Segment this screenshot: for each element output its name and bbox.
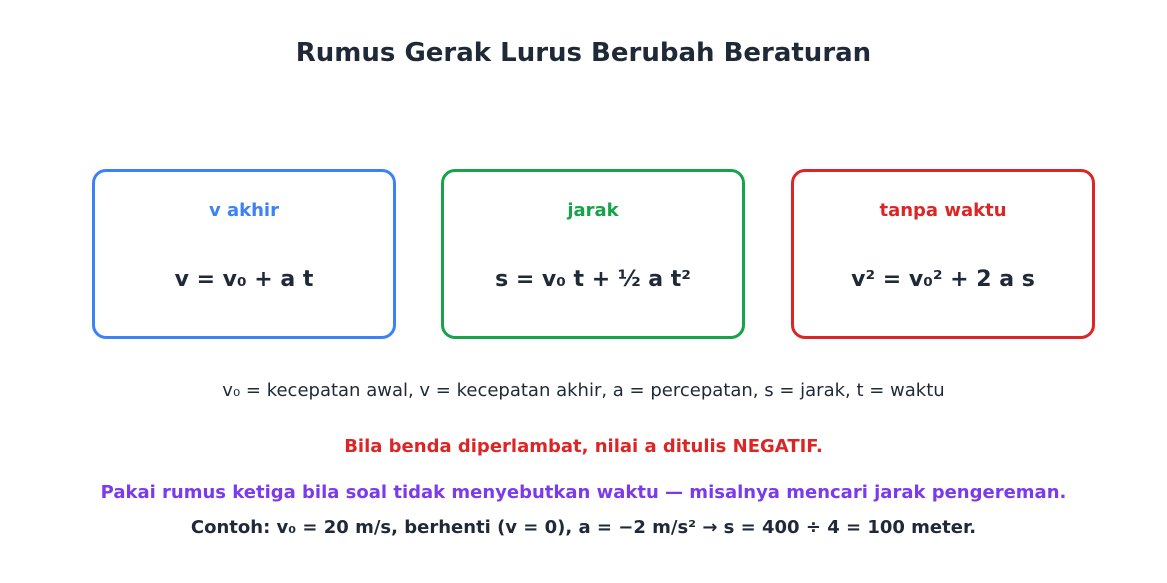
page-title: Rumus Gerak Lurus Berubah Beraturan (295, 38, 872, 68)
warning-note: Bila benda diperlambat, nilai a ditulis NEGATIF. (344, 436, 823, 457)
card-formula: s = v₀ t + ½ a t² (495, 267, 691, 292)
card-label: v akhir (209, 200, 279, 221)
card-formula: v² = v₀² + 2 a s (851, 267, 1035, 292)
formula-card-timeless (791, 169, 1095, 339)
card-label: tanpa waktu (879, 200, 1007, 221)
card-label: jarak (567, 200, 619, 221)
example-note: Contoh: v₀ = 20 m/s, berhenti (v = 0), a = −2 m/s² → s = 400 ÷ 4 = 100 meter. (190, 517, 977, 538)
formula-card-distance (441, 169, 745, 339)
formula-card-final-velocity (92, 169, 396, 339)
card-formula: v = v₀ + a t (174, 267, 314, 292)
variable-legend: v₀ = kecepatan awal, v = kecepatan akhir, a = percepatan, s = jarak, t = waktu (222, 380, 945, 401)
tip-note: Pakai rumus ketiga bila soal tidak menyebutkan waktu — misalnya mencari jarak pengereman. (100, 482, 1067, 503)
